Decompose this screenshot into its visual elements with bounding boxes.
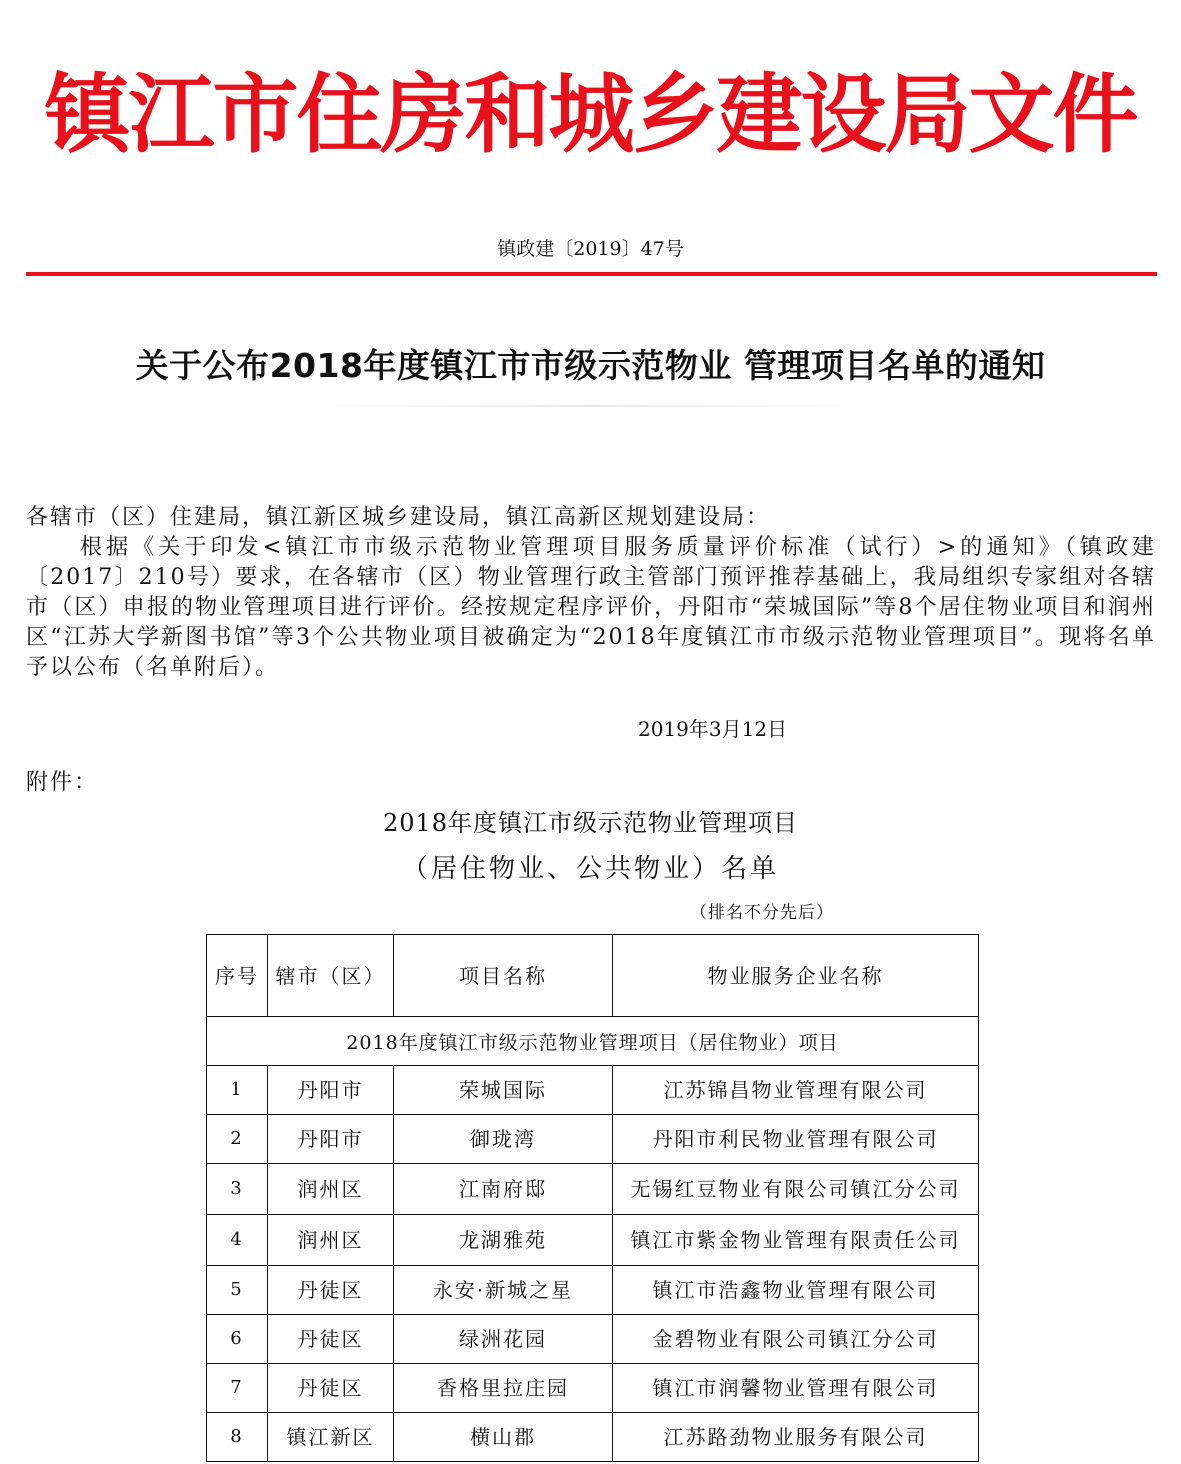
row-index: 5: [207, 1266, 268, 1315]
notice-body: 根据《关于印发<镇江市市级示范物业管理项目服务质量评价标准（试行）>的通知》（镇政建〔2017〕210号）要求，在各辖市（区）物业管理行政主管部门预评推荐基础上，我局组织专家组对各辖市（区）申报的物业管理项目进行评价。经按规定程序评价，丹阳市“荣城国际”等8个居住物业项目和润州区“江苏大学新图书馆”等3个公共物业项目被确定为“2018年度镇江市市级示范物业管理项目”。现将名单予以公布（名单附后）。: [26, 535, 1156, 680]
red-divider: [26, 272, 1157, 276]
row-index: 4: [207, 1215, 268, 1266]
table-row: [207, 1266, 979, 1315]
row-project: 荣城国际: [394, 1066, 613, 1115]
project-list-table: [206, 934, 979, 1462]
row-index: 6: [207, 1315, 268, 1364]
row-company: 江苏路劲物业服务有限公司: [613, 1413, 979, 1462]
list-title-line2: （居住物业、公共物业）名单: [401, 854, 779, 884]
row-company: 镇江市浩鑫物业管理有限公司: [613, 1266, 979, 1315]
row-project: 横山郡: [394, 1413, 613, 1462]
row-project: 永安·新城之星: [394, 1266, 613, 1315]
row-index: 8: [207, 1413, 268, 1462]
row-project: 江南府邸: [394, 1164, 613, 1215]
issue-date: 2019年3月12日: [638, 717, 788, 741]
ordering-note: （排名不分先后）: [690, 903, 834, 923]
table-row: [207, 1164, 979, 1215]
row-company: 镇江市紫金物业管理有限责任公司: [613, 1215, 979, 1266]
header-index: 序号: [207, 935, 268, 1017]
table-row: [207, 1066, 979, 1115]
row-district: 丹徒区: [268, 1364, 394, 1413]
attachment-label: 附件：: [26, 770, 99, 795]
row-index: 7: [207, 1364, 268, 1413]
row-district: 丹阳市: [268, 1115, 394, 1164]
document-number: 镇政建〔2019〕47号: [497, 238, 684, 260]
row-district: 丹徒区: [268, 1266, 394, 1315]
row-company: 镇江市润馨物业管理有限公司: [613, 1364, 979, 1413]
header-company: 物业服务企业名称: [613, 935, 979, 1017]
table-row: [207, 1315, 979, 1364]
header-district: 辖市（区）: [268, 935, 394, 1017]
table-row: [207, 1413, 979, 1462]
list-title-line1: 2018年度镇江市级示范物业管理项目: [382, 809, 799, 837]
row-index: 3: [207, 1164, 268, 1215]
table-row: [207, 1115, 979, 1164]
row-district: 丹阳市: [268, 1066, 394, 1115]
header-project: 项目名称: [394, 935, 613, 1017]
row-project: 御珑湾: [394, 1115, 613, 1164]
row-index: 1: [207, 1066, 268, 1115]
row-company: 江苏锦昌物业管理有限公司: [613, 1066, 979, 1115]
table-row: [207, 1215, 979, 1266]
salutation: 各辖市（区）住建局，镇江新区城乡建设局，镇江高新区规划建设局：: [26, 505, 771, 530]
row-district: 润州区: [268, 1164, 394, 1215]
row-district: 润州区: [268, 1215, 394, 1266]
table-header-row: [207, 935, 979, 1017]
table-row: [207, 1364, 979, 1413]
row-project: 香格里拉庄园: [394, 1364, 613, 1413]
issuer-title: 镇江市住房和城乡建设局文件: [44, 64, 1137, 165]
notice-title: 关于公布2018年度镇江市市级示范物业 管理项目名单的通知: [135, 346, 1046, 385]
row-district: 丹徒区: [268, 1315, 394, 1364]
section-title: 2018年度镇江市级示范物业管理项目（居住物业）项目: [207, 1017, 979, 1066]
section-row: [207, 1017, 979, 1066]
row-project: 龙湖雅苑: [394, 1215, 613, 1266]
row-district: 镇江新区: [268, 1413, 394, 1462]
row-company: 无锡红豆物业有限公司镇江分公司: [613, 1164, 979, 1215]
row-company: 金碧物业有限公司镇江分公司: [613, 1315, 979, 1364]
row-project: 绿洲花园: [394, 1315, 613, 1364]
row-index: 2: [207, 1115, 268, 1164]
title-underline: [320, 405, 860, 407]
row-company: 丹阳市利民物业管理有限公司: [613, 1115, 979, 1164]
